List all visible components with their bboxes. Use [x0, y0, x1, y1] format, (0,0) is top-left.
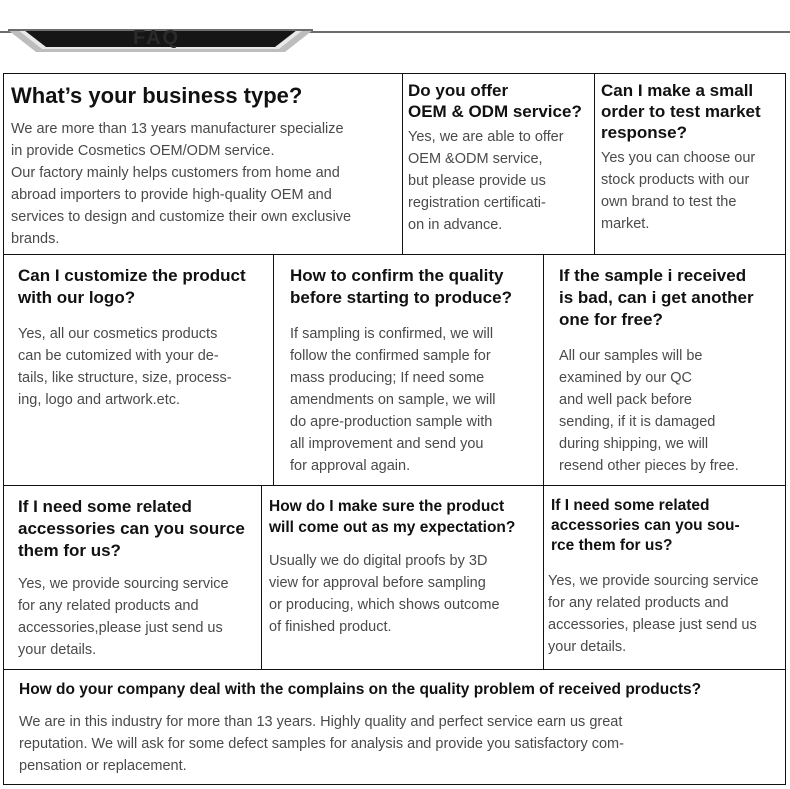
faq-answer [601, 147, 755, 235]
answer-line: your details. [548, 639, 627, 655]
question-line: What’s your business type? [11, 83, 303, 108]
faq-question [18, 496, 245, 562]
answer-line: view for approval before sampling [269, 575, 486, 591]
answer-line: but please provide us [408, 173, 546, 189]
faq-answer [269, 550, 500, 638]
faq-cell-oem-odm [402, 73, 595, 255]
faq-cell-small-order [594, 73, 786, 255]
faq-cell-bad-sample [543, 254, 786, 486]
answer-line: Yes, all our cosmetics products [18, 326, 218, 342]
faq-answer [18, 573, 229, 661]
question-line: accessories can you sou- [551, 517, 740, 534]
answer-line: do apre-production sample with [290, 414, 493, 430]
faq-answer [559, 345, 739, 477]
faq-question [551, 496, 740, 556]
faq-cell-source-accessories-2 [543, 485, 786, 670]
faq-question [601, 80, 761, 143]
question-line: order to test market [601, 102, 761, 121]
answer-line: abroad importers to provide high-quality OEM and [11, 187, 332, 203]
question-line: before starting to produce? [290, 288, 512, 307]
faq-question [559, 265, 754, 331]
question-line: is bad, can i get another [559, 288, 754, 307]
faq-answer [408, 126, 564, 236]
question-line: with our logo? [18, 288, 136, 307]
answer-line: If sampling is confirmed, we will [290, 326, 494, 342]
answer-line: sending, if it is damaged [559, 414, 716, 430]
faq-cell-complaints [3, 669, 786, 785]
faq-answer [290, 323, 496, 477]
answer-line: for any related products and [548, 595, 729, 611]
faq-answer [548, 570, 759, 658]
faq-question [290, 265, 512, 309]
question-line: Do you offer [408, 81, 509, 100]
question-line: How do I make sure the product [269, 498, 505, 515]
faq-cell-expectation [261, 485, 544, 670]
answer-line: all improvement and send you [290, 436, 484, 452]
answer-line: accessories, please just send us [548, 617, 757, 633]
question-line: Can I customize the product [18, 266, 246, 285]
answer-line: for any related products and [18, 598, 199, 614]
faq-question [18, 265, 246, 309]
answer-line: Yes, we provide sourcing service [548, 573, 759, 589]
answer-line: resend other pieces by free. [559, 458, 739, 474]
question-line: OEM & ODM service? [408, 102, 582, 121]
answer-line: Yes, we are able to offer [408, 129, 564, 145]
answer-line: reputation. We will ask for some defect samples for analysis and provide you satisfactory com- [19, 736, 624, 752]
faq-cell-source-accessories [3, 485, 262, 670]
answer-line: tails, like structure, size, process- [18, 370, 232, 386]
question-line: If I need some related [18, 497, 192, 516]
faq-banner [0, 0, 790, 60]
answer-line: own brand to test the [601, 194, 737, 210]
faq-answer [11, 118, 351, 250]
answer-line: Our factory mainly helps customers from home and [11, 165, 340, 181]
faq-answer [18, 323, 232, 411]
answer-line: ing, logo and artwork.etc. [18, 392, 181, 408]
answer-line: market. [601, 216, 650, 232]
answer-line: during shipping, we will [559, 436, 709, 452]
question-line: response? [601, 123, 687, 142]
answer-line: We are in this industry for more than 13 years. Highly quality and perfect service earn us great [19, 714, 623, 730]
answer-line: We are more than 13 years manufacturer specialize [11, 121, 344, 137]
question-line: If I need some related [551, 497, 710, 514]
answer-line: Yes, we provide sourcing service [18, 576, 229, 592]
faq-cell-confirm-quality [273, 254, 544, 486]
answer-line: for approval again. [290, 458, 411, 474]
question-line: If the sample i received [559, 266, 747, 285]
faq-question [19, 679, 701, 700]
answer-line: mass producing; If need some [290, 370, 485, 386]
answer-line: your details. [18, 642, 97, 658]
answer-line: accessories,please just send us [18, 620, 223, 636]
page-title: FAQ [133, 27, 181, 49]
question-line: one for free? [559, 310, 663, 329]
answer-line: pensation or replacement. [19, 758, 187, 774]
faq-cell-customize-logo [3, 254, 274, 486]
question-line: will come out as my expectation? [269, 519, 516, 536]
answer-line: services to design and customize their own exclusive [11, 209, 352, 225]
answer-line: stock products with our [601, 172, 750, 188]
answer-line: or producing, which shows outcome [269, 597, 500, 613]
question-line: How do your company deal with the complains on the quality problem of received products? [19, 681, 702, 698]
answer-line: OEM &ODM service, [408, 151, 543, 167]
question-line: rce them for us? [551, 537, 673, 554]
question-line: How to confirm the quality [290, 266, 504, 285]
question-line: them for us? [18, 541, 121, 560]
answer-line: can be cutomized with your de- [18, 348, 219, 364]
answer-line: on in advance. [408, 217, 503, 233]
question-line: Can I make a small [601, 81, 754, 100]
answer-line: brands. [11, 231, 60, 247]
answer-line: Usually we do digital proofs by 3D [269, 553, 488, 569]
answer-line: amendments on sample, we will [290, 392, 496, 408]
question-line: accessories can you source [18, 519, 245, 538]
answer-line: examined by our QC [559, 370, 692, 386]
answer-line: Yes you can choose our [601, 150, 756, 166]
answer-line: and well pack before [559, 392, 692, 408]
answer-line: in provide Cosmetics OEM/ODM service. [11, 143, 275, 159]
faq-question [11, 83, 302, 109]
faq-answer [19, 711, 624, 777]
faq-question [408, 80, 582, 122]
faq-cell-business-type [3, 73, 403, 255]
faq-question [269, 496, 515, 538]
answer-line: of finished product. [269, 619, 392, 635]
answer-line: All our samples will be [559, 348, 703, 364]
answer-line: follow the confirmed sample for [290, 348, 491, 364]
answer-line: registration certificati- [408, 195, 546, 211]
